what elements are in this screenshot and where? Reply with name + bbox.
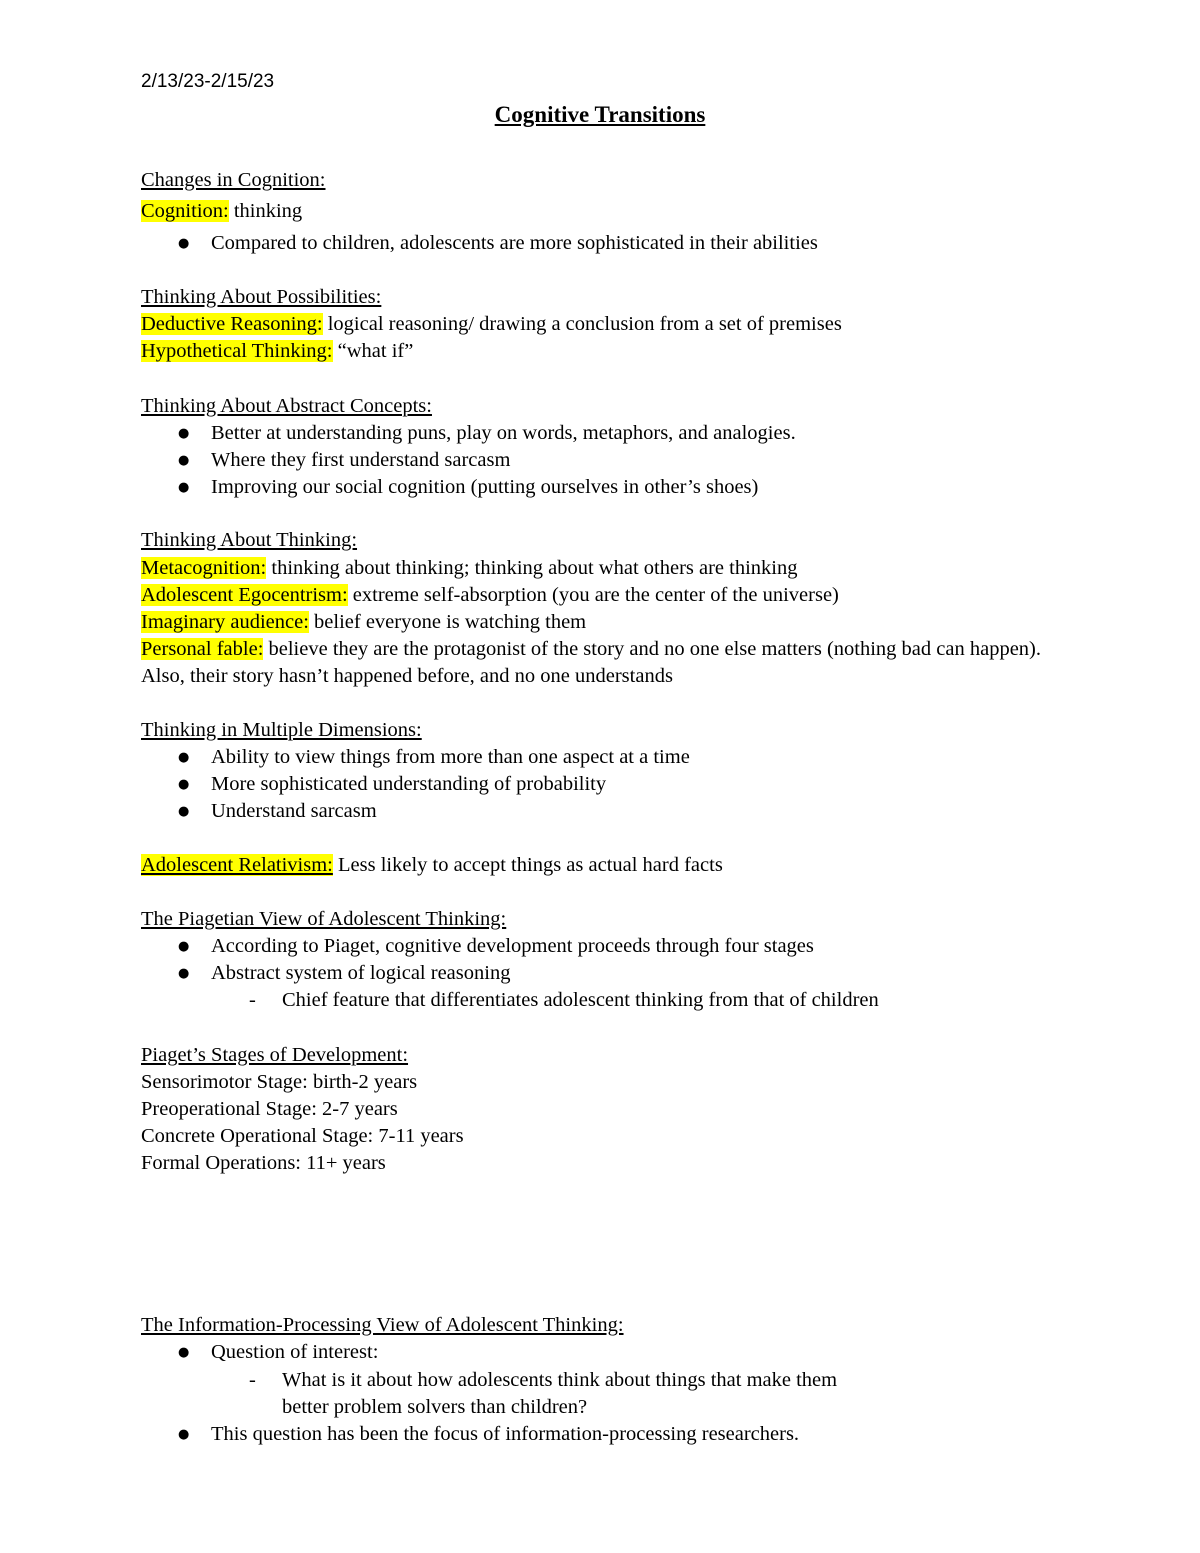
bullet-item xyxy=(178,1421,799,1448)
section-heading-abstract-concepts: Thinking About Abstract Concepts: xyxy=(141,395,432,417)
term-definition: extreme self-absorption (you are the center of the universe) xyxy=(347,584,839,606)
bullet-text: Abstract system of logical reasoning xyxy=(211,962,511,984)
stage-line: Preoperational Stage: 2-7 years xyxy=(141,1098,398,1120)
sub-bullet-text: Chief feature that differentiates adolescent thinking from that of children xyxy=(282,989,879,1011)
term-highlight: Personal fable: xyxy=(141,638,264,660)
bullet-item xyxy=(178,771,606,798)
term-definition: believe they are the protagonist of the story and no one else matters (nothing bad can happen). xyxy=(263,638,1041,660)
term-definition: thinking xyxy=(228,200,303,222)
dash-icon: - xyxy=(249,1369,256,1391)
bullet-text: This question has been the focus of information-processing researchers. xyxy=(211,1423,800,1445)
definition-continuation: Also, their story hasn’t happened before, and no one understands xyxy=(141,665,673,687)
section-heading-multiple-dimensions: Thinking in Multiple Dimensions: xyxy=(141,719,422,741)
section-heading-thinking-about-thinking: Thinking About Thinking: xyxy=(141,529,358,551)
section-heading-possibilities: Thinking About Possibilities: xyxy=(141,286,382,308)
bullet-icon: ● xyxy=(178,777,190,792)
bullet-item xyxy=(178,420,796,447)
definition-deductive-reasoning xyxy=(141,311,842,337)
bullet-icon: ● xyxy=(178,426,190,441)
definition-adolescent-relativism xyxy=(141,852,723,878)
bullet-item xyxy=(178,960,510,987)
document-date: 2/13/23-2/15/23 xyxy=(141,71,275,92)
bullet-icon: ● xyxy=(178,939,190,954)
sub-bullet-continuation: better problem solvers than children? xyxy=(282,1396,588,1418)
bullet-icon: ● xyxy=(178,1427,190,1442)
term-highlight: Hypothetical Thinking: xyxy=(141,340,333,362)
term-highlight: Cognition: xyxy=(141,200,229,222)
bullet-text: Where they first understand sarcasm xyxy=(211,449,511,471)
bullet-text: According to Piaget, cognitive development proceeds through four stages xyxy=(211,935,814,957)
bullet-item xyxy=(178,447,510,474)
bullet-icon: ● xyxy=(178,750,190,765)
section-heading-changes-in-cognition: Changes in Cognition: xyxy=(141,169,326,191)
document-title: Cognitive Transitions xyxy=(494,102,706,127)
definition-metacognition xyxy=(141,555,798,581)
stage-line: Formal Operations: 11+ years xyxy=(141,1152,386,1174)
definition-adolescent-egocentrism xyxy=(141,582,839,608)
section-heading-information-processing: The Information-Processing View of Adolescent Thinking: xyxy=(141,1314,624,1336)
definition-personal-fable xyxy=(141,636,1041,662)
bullet-text: Ability to view things from more than one aspect at a time xyxy=(211,746,690,768)
bullet-icon: ● xyxy=(178,480,190,495)
definition-cognition xyxy=(141,198,302,224)
term-highlight: Deductive Reasoning: xyxy=(141,313,323,335)
term-highlight: Metacognition: xyxy=(141,557,267,579)
term-highlight: Adolescent Relativism: xyxy=(141,854,333,876)
bullet-icon: ● xyxy=(178,966,190,981)
bullet-text: Understand sarcasm xyxy=(211,800,377,822)
bullet-text: Better at understanding puns, play on words, metaphors, and analogies. xyxy=(211,422,796,444)
term-highlight: Adolescent Egocentrism: xyxy=(141,584,348,606)
term-definition: Less likely to accept things as actual hard facts xyxy=(332,854,723,876)
stage-line: Sensorimotor Stage: birth-2 years xyxy=(141,1071,418,1093)
bullet-item xyxy=(178,933,814,960)
term-definition: logical reasoning/ drawing a conclusion from a set of premises xyxy=(322,313,842,335)
term-highlight: Imaginary audience: xyxy=(141,611,309,633)
bullet-text: Improving our social cognition (putting ourselves in other’s shoes) xyxy=(211,476,759,498)
sub-bullet-item xyxy=(249,1367,837,1393)
definition-hypothetical-thinking xyxy=(141,338,413,364)
term-definition: “what if” xyxy=(332,340,414,362)
sub-bullet-item xyxy=(249,987,879,1013)
bullet-item xyxy=(178,230,818,257)
term-definition: thinking about thinking; thinking about what others are thinking xyxy=(266,557,798,579)
bullet-icon: ● xyxy=(178,1345,190,1360)
bullet-item xyxy=(178,798,377,825)
bullet-icon: ● xyxy=(178,804,190,819)
definition-imaginary-audience xyxy=(141,609,586,635)
section-heading-piagetian-view: The Piagetian View of Adolescent Thinking: xyxy=(141,908,507,930)
bullet-icon: ● xyxy=(178,236,190,251)
bullet-item xyxy=(178,1339,378,1366)
bullet-text: Question of interest: xyxy=(211,1341,379,1363)
bullet-text: More sophisticated understanding of probability xyxy=(211,773,607,795)
bullet-item xyxy=(178,474,758,501)
bullet-icon: ● xyxy=(178,453,190,468)
sub-bullet-text: What is it about how adolescents think about things that make them xyxy=(282,1369,838,1391)
term-definition: belief everyone is watching them xyxy=(308,611,587,633)
bullet-text: Compared to children, adolescents are more sophisticated in their abilities xyxy=(211,232,818,254)
stage-line: Concrete Operational Stage: 7-11 years xyxy=(141,1125,464,1147)
section-heading-piaget-stages: Piaget’s Stages of Development: xyxy=(141,1044,409,1066)
bullet-item xyxy=(178,744,690,771)
dash-icon: - xyxy=(249,989,256,1011)
